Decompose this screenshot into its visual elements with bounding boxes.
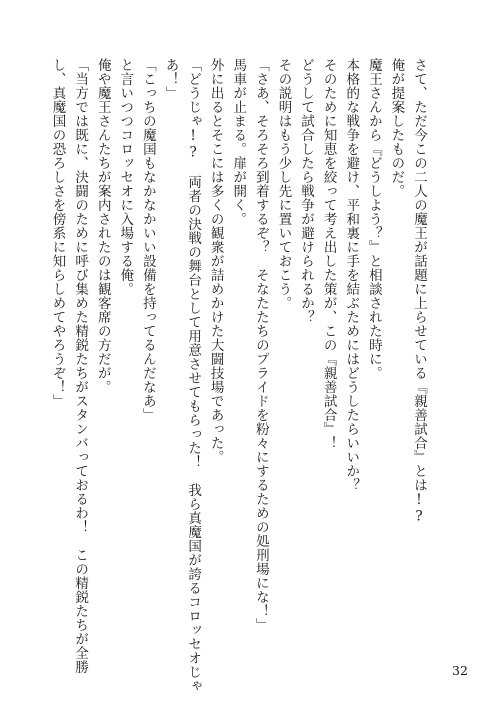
page-number: 32 [452, 663, 468, 678]
text-line-2: 俺が提案したものだ。 [388, 58, 405, 198]
text-line-6: どうして試合したら戦争が避けられるか？ [298, 58, 315, 324]
text-line-9: 馬車が止まる。扉が開く。 [230, 58, 247, 226]
text-line-16: 「当方では既に、決闘のために呼び集めた精鋭たちがスタンバっておるわ！ この精鋭たちが全勝 [72, 58, 89, 674]
text-line-10: 外に出るとそこには多くの観衆が詰めかけた大闘技場であった。 [207, 58, 224, 464]
text-line-13: 「こっちの魔国もなかなかいい設備を持ってるんだなあ」 [139, 58, 156, 422]
text-line-4: 本格的な戦争を避け、平和裏に手を結ぶためにはどうしたらいいか？ [343, 58, 360, 492]
text-line-11: 「どうじゃ!? 両者の決戦の舞台として用意させてもらった！ 我ら真魔国が誇るコロッセオじゃ [185, 58, 202, 693]
text-line-1: さて、ただ今この二人の魔王が話題に上らせている『親善試合』とは!? [411, 58, 427, 525]
text-line-5: そのために知恵を絞って考え出した策が、この『親善試合』！ [320, 58, 337, 450]
text-line-7: その説明はもう少し先に置いておこう。 [275, 58, 292, 310]
text-line-8: 「さあ、そろそろ到着するぞ？ そなたたちのプライドを粉々にするための処刑場にな！」 [252, 58, 269, 632]
body-text [46, 58, 430, 693]
text-line-12: あ！」 [162, 58, 179, 100]
text-line-15: 俺や魔王さんたちが案内されたのは観客席の方だが。 [94, 58, 111, 394]
text-line-3: 魔王さんから『どうしよう？』と相談された時に。 [365, 58, 382, 380]
text-line-17: し、真魔国の恐ろしさを傍系に知らしめてやろうぞ！」 [49, 58, 66, 408]
text-line-14: と言いつつコロッセオに入場する俺。 [117, 58, 134, 296]
